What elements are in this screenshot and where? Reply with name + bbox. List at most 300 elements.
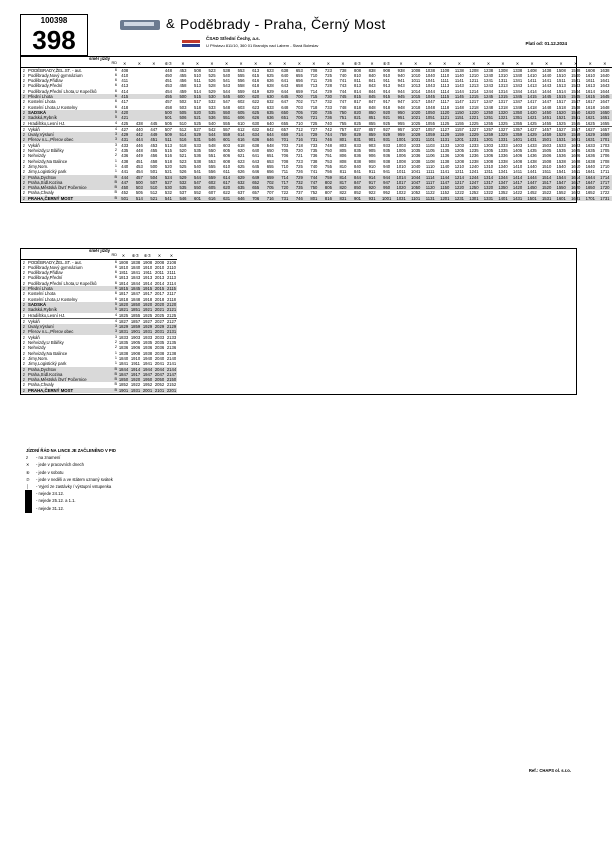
departure-time: 1447 [541,99,552,105]
zone-marker: z [22,296,26,302]
departure-time: 1420 [524,110,539,115]
departure-time: 1231 [452,196,467,201]
departure-time: 1127 [440,126,450,132]
trip-symbol: ⑥⑦ [350,61,365,67]
departure-time: 1151 [452,115,467,120]
zone-number: 6 [114,88,117,93]
departure-time: 725 [295,163,303,169]
departure-time: 1131 [422,196,437,201]
departure-time: 507 [164,126,172,132]
departure-time: 455 [179,72,187,78]
departure-time: 1027 [411,126,421,132]
departure-time: 1122 [425,190,435,196]
departure-time: 411 [121,78,129,84]
departure-time: 1815 [118,286,129,292]
departure-time: 453 [164,83,172,89]
departure-time: 751 [335,115,350,120]
departure-time: 1208 [454,158,465,164]
departure-time: 1222 [454,190,465,196]
departure-time: 726 [295,169,303,175]
departure-time: 1101 [422,137,437,142]
departure-time: 510 [175,121,190,127]
stop-name: Hradištko,Lesní HJ. [27,121,110,127]
departure-time: 1431 [510,196,525,201]
direction-label: směr jízdy [88,56,110,61]
departure-time: 2140 [166,355,177,361]
zone-marker: z [20,367,27,372]
zone-marker: z [22,78,26,84]
departure-time: 1003 [396,142,406,148]
stop-name: Praha,Sídl.Kozina [27,180,110,185]
zone-marker: z [22,190,26,196]
departure-time: 1301 [481,137,496,142]
legend-date-item [26,497,116,504]
zone-number: 2 [114,153,117,158]
zone-marker: z [20,196,27,201]
departure-time: 1457 [541,126,552,132]
departure-time: 1641 [585,169,595,175]
departure-time: 655 [295,72,303,78]
zone-marker: z [22,291,26,297]
departure-time: 742 [324,126,332,132]
departure-time: 1921 [142,307,153,313]
departure-time: 514 [194,88,201,94]
departure-time: 1431 [524,137,539,142]
zone-marker: z [22,275,26,281]
departure-time: 1022 [396,190,406,196]
rd-label: RD [111,61,117,66]
departure-time: 638 [252,142,260,148]
departure-time: 656 [295,78,303,84]
departure-time: 542 [208,126,216,132]
departure-time: 1931 [130,387,141,393]
departure-time: 1435 [527,148,537,154]
legend-item [26,461,116,468]
zone-marker: z [20,372,27,377]
departure-time: 714 [292,132,307,137]
departure-time: 811 [339,169,347,175]
departure-time: 1506 [541,153,552,159]
departure-time: 641 [252,153,260,159]
departure-time: 1055 [422,121,437,127]
departure-time: 1031 [393,196,408,201]
departure-time: 603 [237,104,245,110]
trip-symbol: ✕ [292,61,307,67]
departure-time: 1610 [585,72,595,78]
departure-time: 1217 [452,180,467,185]
trip-symbol: ✕ [132,61,147,67]
departure-time: 429 [117,132,132,137]
departure-time: 447 [150,126,158,132]
departure-time: 2117 [166,291,176,297]
departure-time: 508 [194,67,201,73]
departure-time: 454 [135,169,143,175]
departure-time: 818 [354,104,362,110]
departure-time: 1021 [408,115,423,120]
departure-time: 1238 [483,67,494,73]
departure-time: 1250 [481,110,496,115]
departure-time: 1155 [452,121,467,127]
departure-time: 1050 [422,110,437,115]
departure-time: 1531 [553,137,568,142]
zone-marker: z [20,94,27,99]
departure-time: 2038 [154,350,165,356]
zone-marker: z [22,345,26,351]
departure-time: 559 [204,175,219,180]
departure-time: 2001 [142,387,153,393]
zone-marker: z [22,153,26,159]
departure-time: 1321 [495,115,510,120]
departure-time: 1031 [408,137,423,142]
departure-time: 456 [150,153,158,159]
rd-label: RD [111,253,117,258]
departure-time: 557 [223,126,231,132]
stop-name: Přední Lhota [27,286,110,291]
departure-time: 1833 [118,334,129,340]
departure-time: 1243 [483,83,494,89]
departure-time: 459 [179,88,187,94]
departure-time: 1540 [571,72,581,78]
zone-number: 6 [114,104,117,109]
departure-time: 1218 [469,104,479,110]
departure-time: 746 [321,137,336,142]
zone-number: 4 [114,126,117,131]
departure-time: 740 [310,163,318,169]
trip-symbol: ✕ [117,61,132,67]
departure-time: 527 [194,126,201,132]
departure-time: 2029 [154,324,165,330]
departure-time: 1120 [422,185,437,190]
zone-marker: z [22,350,26,356]
departure-time: 614 [219,175,234,180]
departure-time: 732 [292,180,307,185]
departure-time: 501 [117,196,132,201]
departure-time: 441 [121,169,129,175]
trip-symbol: ✕ [597,61,612,67]
departure-time: 650 [266,148,274,154]
departure-time: 1617 [568,180,583,185]
departure-time: 525 [179,163,187,169]
line-code: 100398 [40,16,68,25]
stop-name: Přerov n.L.,Přerov obec [27,137,110,142]
zone-marker: z [20,137,27,142]
departure-time: 700 [292,94,307,99]
departure-time: 1057 [425,126,435,132]
departure-time: 855 [364,121,379,127]
legend-symbol: z [26,455,29,461]
departure-time: 740 [339,72,347,78]
departure-time: 648 [281,104,289,110]
departure-time: 644 [281,88,289,94]
departure-time: 1210 [469,72,479,78]
departure-time: 632 [252,126,260,132]
departure-time: 521 [146,196,161,201]
departure-time: 540 [204,121,219,127]
departure-time: 529 [175,175,190,180]
departure-time: 1008 [396,158,406,164]
departure-time: 1347 [495,180,510,185]
departure-time: 550 [190,185,205,190]
departure-time: 1859 [130,324,141,330]
departure-time: 658 [295,83,303,89]
departure-time: 1259 [481,132,496,137]
departure-time: 435 [121,148,129,154]
operator-name: ČSAD Střední Čechy, a.s. [206,36,260,41]
departure-time: 743 [339,83,347,89]
departure-time: 1147 [454,99,464,105]
departure-time: 505 [161,121,176,127]
departure-time: 740 [321,121,336,127]
departure-time: 1651 [597,115,612,120]
stop-name: Vykáň [28,142,40,148]
departure-time: 838 [354,158,362,164]
departure-time: 720 [295,148,303,154]
departure-time: 640 [262,121,277,127]
departure-time: 446 [135,142,143,148]
departure-time: 1105 [425,148,435,154]
departure-time: 1614 [568,175,583,180]
departure-time: 1827 [118,318,129,324]
legend-date-text: - nejede 25.12. a 1.1. [36,498,76,504]
departure-time: 1103 [425,142,435,148]
departure-time: 450 [117,185,132,190]
departure-time: 1814 [118,280,129,286]
zone-number: 6 [114,72,117,77]
departure-time: 833 [354,142,362,148]
departure-time: 1550 [568,110,583,115]
departure-time: 1221 [466,115,481,120]
departure-time: 1850 [118,377,129,383]
departure-time: 621 [237,153,245,159]
departure-time: 950 [393,110,408,115]
departure-time: 501 [150,169,158,175]
departure-time: 455 [150,148,158,154]
departure-time: 1559 [568,132,583,137]
departure-time: 955 [393,121,408,127]
departure-time: 1840 [118,355,129,361]
departure-time: 1320 [481,185,496,190]
legend-symbol: ⑥ [26,469,30,475]
departure-time: 959 [393,132,408,137]
departure-time: 2011 [154,270,164,276]
departure-time: 1036 [411,153,421,159]
departure-time: 1213 [469,83,479,89]
departure-time: 736 [310,153,318,159]
departure-time: 1538 [556,158,566,164]
zone-number: 5 [110,307,117,312]
zone-marker: z [22,259,26,265]
departure-time: 706 [292,115,307,120]
departure-time: 2150 [166,377,177,383]
departure-time: 738 [310,158,318,164]
departure-time: 1543 [571,83,581,89]
departure-time: 1441 [541,78,552,84]
departure-time: 1444 [541,88,552,94]
departure-time: 1206 [454,153,465,159]
legend-date-item [26,505,116,512]
zone-number: 3 [110,137,117,142]
departure-time: 859 [364,132,379,137]
departure-time: 729 [306,132,321,137]
departure-time: 705 [281,148,289,154]
departure-time: 736 [321,115,336,120]
departure-time: 1006 [396,153,406,159]
departure-time: 614 [233,132,248,137]
departure-time: 2108 [166,259,177,265]
departure-time: 2114 [166,280,176,286]
departure-time: 725 [324,72,332,78]
departure-time: 524 [161,175,176,180]
stop-name: Kostelní Lhota [28,291,56,297]
departure-time: 2035 [154,340,165,346]
departure-time: 642 [266,126,274,132]
departure-time: 1311 [483,169,493,175]
departure-time: 452 [121,190,129,196]
departure-time: 630 [262,94,277,99]
zone-marker: z [22,270,26,276]
departure-time: 841 [368,78,376,84]
departure-time: 454 [164,88,172,94]
departure-time: 2125 [166,312,177,318]
departure-time: 1657 [600,126,610,132]
legend-text: - jede v pracovních dnech [36,462,84,468]
departure-time: 737 [295,190,303,196]
departure-time: 605 [233,110,248,115]
zone-number: B [114,382,117,387]
departure-time: 2010 [154,264,165,270]
departure-time: 1522 [541,190,552,196]
departure-time: 957 [397,126,405,132]
departure-time: 1038 [425,67,435,73]
departure-time: 1029 [408,132,423,137]
departure-time: 1401 [495,196,510,201]
departure-time: 1820 [118,301,129,307]
departure-time: 630 [248,121,263,127]
departure-time: 1503 [541,142,552,148]
zone-number: B [110,377,117,382]
departure-time: 1622 [571,190,581,196]
departure-time: 718 [295,142,303,148]
departure-time: 448 [164,67,172,73]
stop-name: PRAHA,ČERNÝ MOST [27,196,110,201]
departure-time: 1313 [498,83,508,89]
departure-time: 716 [292,137,307,142]
departure-time: 645 [252,163,260,169]
trip-symbol: ✕ [335,61,350,67]
departure-time: 2129 [166,324,177,330]
departure-time: 620 [248,94,263,99]
departure-time: 2133 [166,334,177,340]
departure-time: 1214 [469,88,479,94]
departure-time: 521 [179,153,187,159]
departure-time: 526 [208,78,216,84]
departure-time: 1540 [556,163,566,169]
departure-time: 1855 [130,312,141,318]
departure-time: 1929 [142,324,153,330]
departure-time: 847 [368,99,376,105]
departure-time: 649 [248,175,263,180]
departure-time: 931 [379,137,394,142]
departure-time: 601 [219,137,234,142]
departure-time: 420 [117,110,132,115]
zone-number: 1 [114,158,117,163]
zone-marker: z [20,377,27,382]
departure-time: 2027 [154,318,165,324]
departure-time: 532 [208,99,216,105]
departure-time: 535 [175,185,190,190]
departure-time: 1518 [556,104,566,110]
departure-time: 1911 [142,270,152,276]
departure-time: 806 [339,153,347,159]
zone-number: 6 [114,99,117,104]
departure-time: 1108 [440,67,450,73]
departure-time: 1933 [142,334,153,340]
departure-time: 513 [194,83,201,89]
departure-time: 1040 [425,72,435,78]
departure-time: 527 [161,180,176,185]
departure-time: 2014 [154,280,165,286]
departure-time: 1515 [553,94,568,99]
stop-name: SADSKÁ [27,302,110,307]
departure-time: 1448 [541,104,552,110]
departure-time: 1645 [597,94,612,99]
trip-symbol: ✕ [364,61,379,67]
departure-time: 741 [310,169,318,175]
departure-time: 1625 [583,121,598,127]
departure-time: 1627 [585,126,595,132]
zone-number: 3 [110,324,117,329]
departure-time: 1514 [539,175,554,180]
departure-time: 500 [150,163,158,169]
departure-time: 657 [281,126,289,132]
operator-address: U Přístavu 811/10, 360 01 Brandýs nad Labem - Stará Boleslav [206,43,319,48]
departure-time: 528 [208,83,216,89]
stop-name: Praha,Chvaly [28,382,54,388]
departure-time: 1020 [393,185,408,190]
departure-time: 1841 [118,361,129,367]
departure-time: 1605 [571,148,581,154]
stop-name: Úvaly,Výsluní [27,324,110,329]
departure-time: 638 [281,67,289,73]
departure-time: 553 [237,67,245,73]
departure-time: 1450 [539,110,554,115]
departure-time: 1320 [495,110,510,115]
departure-time: 744 [321,132,336,137]
zone-marker: z [20,175,27,180]
departure-time: 1610 [571,163,581,169]
departure-time: 715 [306,94,321,99]
departure-time: 1847 [130,291,141,297]
departure-time: 458 [179,83,187,89]
departure-time: 555 [208,163,216,169]
departure-time: 623 [266,67,274,73]
departure-time: 1440 [541,72,552,78]
departure-time: 716 [262,196,277,201]
departure-time: 500 [175,94,190,99]
zone-marker: z [22,169,26,175]
departure-time: 600 [233,94,248,99]
departure-time: 1552 [556,190,566,196]
departure-time: 540 [194,163,201,169]
departure-time: 536 [204,115,219,120]
departure-time: 617 [219,180,234,185]
departure-time: 746 [292,196,307,201]
departure-time: 1117 [440,99,450,105]
stop-name: PRAHA,ČERNÝ MOST [27,388,110,393]
stop-name: Poděbrady,Nový gymnázium [28,72,83,78]
departure-time: 1247 [466,180,481,185]
departure-time: 425 [117,121,132,127]
